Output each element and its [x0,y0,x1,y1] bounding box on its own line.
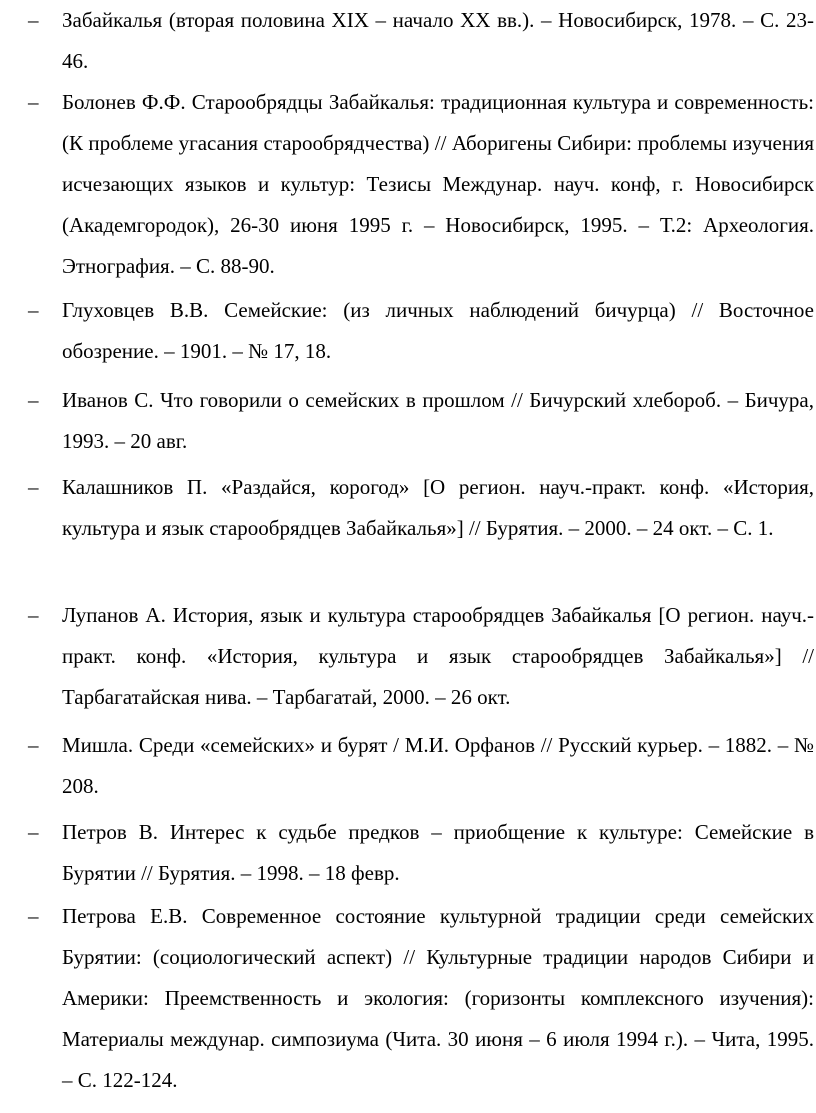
bibliography-entry [0,896,816,1101]
bibliography-entry [0,467,816,549]
list-dash: – [28,820,39,844]
entry-text: Калашников П. «Раздайся, корогод» [О регион. науч.-практ. конф. «История, культура и язык старообрядцев Забайкалья»] // Бурятия. – 2000. – 24 окт. – С. 1. [62,475,814,540]
entry-text: Петрова Е.В. Современное состояние культурной традиции среди семейских Бурятии: (социологический аспект) // Культурные традиции народов Сибири и Америки: Преемственность и экология: (горизонты комплексного изучения): Материалы междунар. симпозиума (Чита. 30 июня – 6 июля 1994 г.). – Чита, 1995. – С. 122-124. [62,904,814,1092]
bibliography-entry [0,812,816,894]
bibliography-entry [0,0,816,82]
entry-text: Лупанов А. История, язык и культура старообрядцев Забайкалья [О регион. науч.-практ. конф. «История, культура и язык старообрядцев Забайкалья»] // Тарбагатайская нива. – Тарбагатай, 2000. – 26 окт. [62,603,814,709]
entry-text: Болонев Ф.Ф. Старообрядцы Забайкалья: традиционная культура и современность: (К проблеме угасания старообрядчества) // Аборигены Сибири: проблемы изучения исчезающих языков и культур: Тезисы Междунар. науч. конф, г. Новосибирск (Академгородок), 26-30 июня 1995 г. – Новосибирск, 1995. – Т.2: Археология. Этнография. – С. 88-90. [62,90,814,278]
entry-text: Мишла. Среди «семейских» и бурят / М.И. Орфанов // Русский курьер. – 1882. – № 208. [62,733,814,798]
list-dash: – [28,904,39,928]
list-dash: – [28,298,39,322]
list-dash: – [28,388,39,412]
bibliography-entry [0,290,816,372]
list-dash: – [28,90,39,114]
entry-text: Иванов С. Что говорили о семейских в прошлом // Бичурский хлебороб. – Бичура, 1993. – 20 авг. [62,388,814,453]
list-dash: – [28,603,39,627]
entry-text: Петров В. Интерес к судьбе предков – приобщение к культуре: Семейские в Бурятии // Бурятия. – 1998. – 18 февр. [62,820,814,885]
entry-text: Глуховцев В.В. Семейские: (из личных наблюдений бичурца) // Восточное обозрение. – 1901. – № 17, 18. [62,298,814,363]
list-dash: – [28,733,39,757]
list-dash: – [28,475,39,499]
bibliography-entry [0,595,816,718]
bibliography-entry [0,380,816,462]
bibliography-entry [0,82,816,287]
entry-text: Забайкалья (вторая половина XIX – начало XX вв.). – Новосибирск, 1978. – С. 23-46. [62,8,814,73]
list-dash: – [28,8,39,32]
bibliography-entry [0,725,816,807]
